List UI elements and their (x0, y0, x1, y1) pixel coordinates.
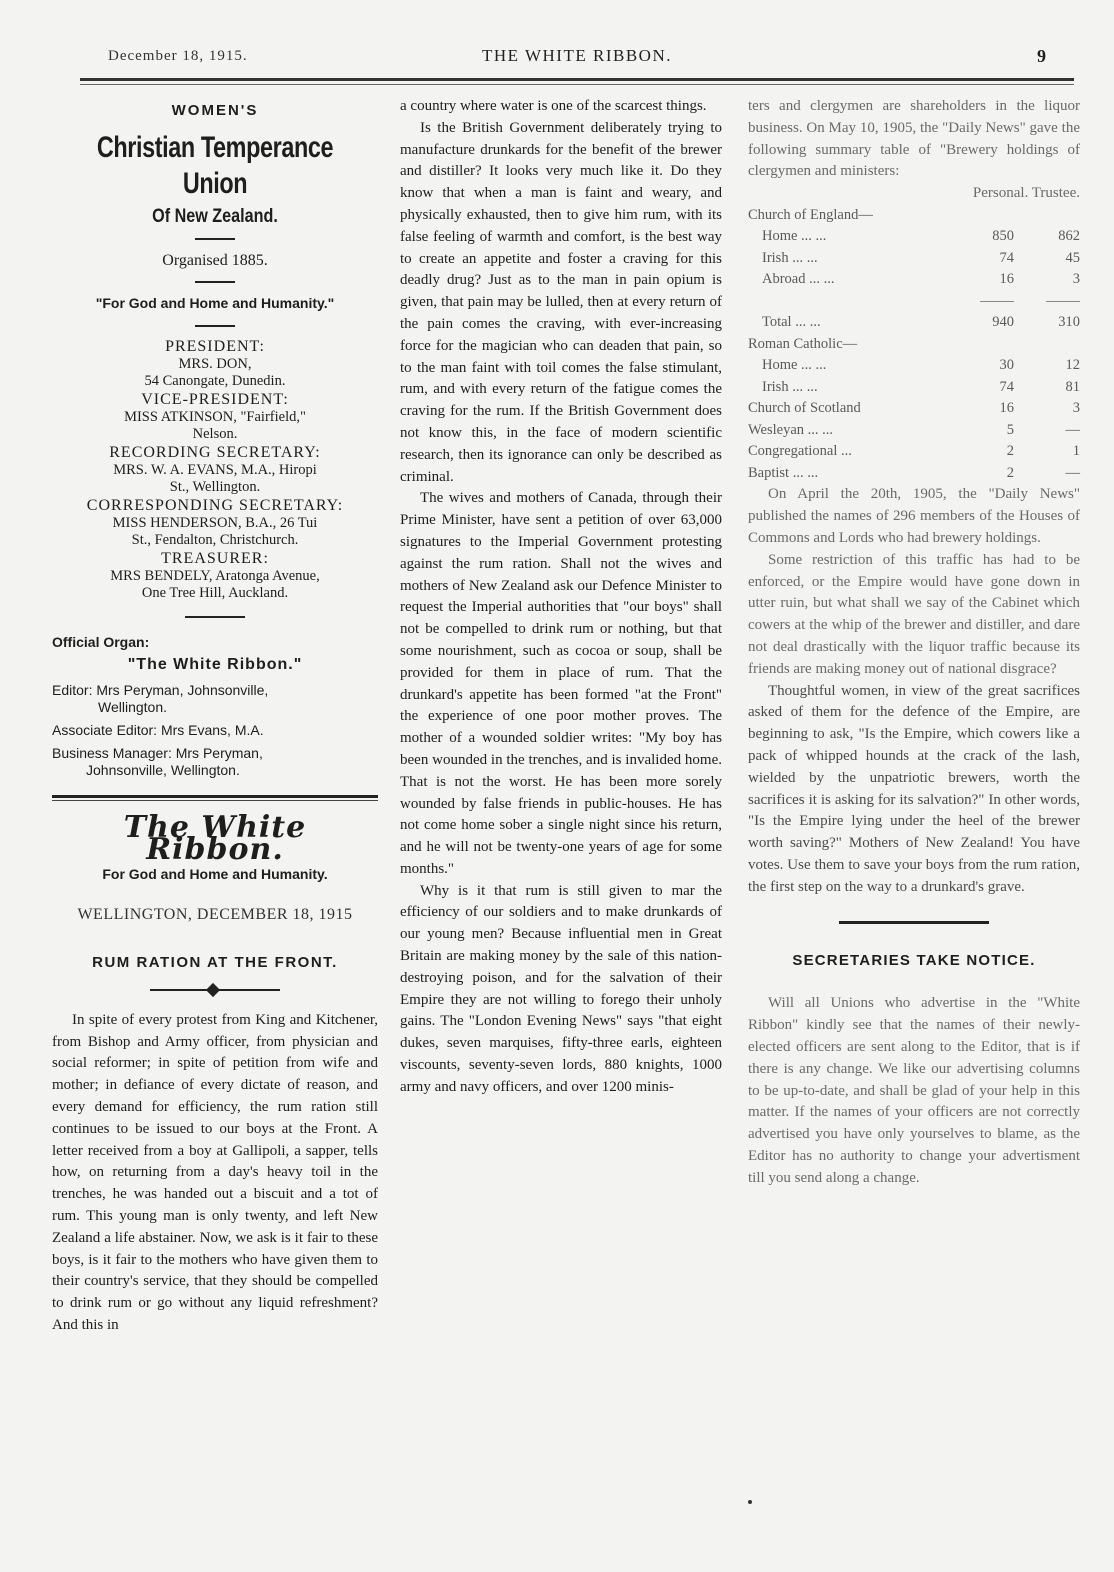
table-cell-label: Congregational ... (748, 443, 852, 460)
header-rule (80, 78, 1074, 81)
officer-corresponding-secretary (52, 496, 378, 549)
officer-treasurer (52, 549, 378, 602)
table-cell-personal: 74 (999, 249, 1014, 266)
table-cell-label: Roman Catholic— (748, 335, 858, 352)
column-1 (52, 96, 378, 1337)
table-cell-label: Irish ... ... (762, 249, 818, 266)
officer-vice-president (52, 390, 378, 443)
article-paragraph: Why is it that rum is still given to mar the efficiency of our soldiers and to make drunkards of our young men? Because influential men in Great Britain are making money by the sale of this nation-destroying poison, and for the salvation of their Empire they are not willing to forego their unholy gains. The "London Evening News" says "that eight dukes, seven marquises, fifty-three earls, eighteen viscounts, seventy-seven lords, 880 knights, 1000 army and navy officers, and over 1200 minis- (400, 882, 722, 1095)
table-cell-trustee (1014, 291, 1080, 313)
table-cell-trustee: 45 (1065, 249, 1080, 266)
divider (195, 238, 235, 240)
article-paragraph: Is the British Government deliberately trying to manufacture drunkards for the benefit of the brewer and distiller? It looks very much like it. Do they know that when a man is faint and weary, and physically exhausted, then to give him rum, with its false feeling of warmth and comfort, is the best way to create an appetite and foster a craving for this deadly drug? Just as to the man in pain opium is given, that pain may be lulled, then at every return of the pain comes the craving, with ever-increasing force for the magician who can deaden that pain, so to the man faint with toil comes the false stimulant, rum, and with every return of the fatigue comes the craving for the rum. If the British Government does not know this, in the face of modern scientific research, then its ignorance can only be described as criminal. (400, 119, 722, 485)
table-cell-personal (954, 205, 1014, 227)
table-cell-label: Wesleyan ... ... (748, 421, 834, 438)
official-organ-title: "The White Ribbon." (127, 655, 303, 673)
table-cell-trustee: — (1065, 421, 1080, 438)
table-row (748, 205, 1080, 227)
notice-paragraph: Will all Unions who advertise in the "White Ribbon" kindly see that the names of their newly-elected officers are sent along to the Editor, that is if there is any change. We like our advertising columns to be up-to-date, and shall be glad of your help in this matter. If the names of your officers are not correctly advertised you have only yourselves to blame, as the Editor has no authority to change your advertisment till you send along a change. (748, 995, 1080, 1186)
table-cell-personal: 2 (1006, 464, 1014, 481)
officer-president (52, 337, 378, 390)
table-row (748, 291, 1080, 313)
page-number: 9 (1037, 46, 1046, 66)
masthead-rule (52, 795, 378, 798)
official-organ-heading: Official Organ: (52, 634, 150, 651)
business-manager (52, 745, 378, 779)
officer-title: PRESIDENT: (165, 338, 265, 356)
table-cell-label: Home ... ... (762, 357, 827, 374)
table-row (748, 355, 1080, 377)
header-title: THE WHITE RIBBON. (482, 46, 672, 65)
table-row (748, 398, 1080, 420)
table-cell-personal: 5 (1006, 421, 1014, 438)
article-paragraph: Thoughtful women, in view of the great sacrifices asked of them for the defence of the Empire, are beginning to ask, "Is the Empire, which cowers like a pack of whipped hounds at the crack of the lash, wielded by the unpatriotic brewers, worth the sacrifices it is asking for its salvation?" In other words, "Is the Empire lying under the heel of the brewer worth saving?" Mothers of New Zealand! You have votes. Use them to save your boys from the rum ration, the first step on the way to a drunkard's grave. (748, 682, 1080, 895)
table-row (748, 248, 1080, 270)
table-cell-trustee: 862 (1058, 228, 1080, 245)
officer-line: One Tree Hill, Auckland. (141, 585, 289, 602)
dateline: WELLINGTON, DECEMBER 18, 1915 (77, 906, 353, 924)
divider (195, 281, 235, 283)
table-cell-personal: 30 (999, 357, 1014, 374)
organised-year: Organised 1885. (162, 251, 268, 269)
business-manager-address: Johnsonville, Wellington. (86, 761, 240, 778)
table-cell-label: Church of England— (748, 206, 873, 223)
wctu-women: WOMEN'S (171, 102, 259, 119)
officer-title: TREASURER: (161, 550, 269, 568)
officer-title: VICE-PRESIDENT: (141, 391, 289, 409)
wctu-motto: "For God and Home and Humanity." (95, 295, 335, 312)
table-row (748, 312, 1080, 334)
article-paragraph: Some restriction of this traffic has had to be enforced, or the Empire would have gone down in utter ruin, but what shall we say of the Cabinet which cowers at the whip of the brewer and distiller, and dare not deal drastically with the liquor traffic because its friends are making money out of national disgrace? (748, 551, 1080, 677)
article-paragraph: On April the 20th, 1905, the "Daily News" published the names of 296 members of the Houses of Commons and Lords who had brewery holdings. (748, 486, 1080, 547)
table-cell-trustee: 81 (1065, 378, 1080, 395)
masthead-title: The White Ribbon. (123, 809, 307, 867)
table-cell-personal: 16 (999, 400, 1014, 417)
masthead-rule-thin (52, 800, 378, 801)
officer-recording-secretary (52, 443, 378, 496)
section-rule (839, 921, 989, 924)
table-cell-trustee: 3 (1072, 400, 1080, 417)
editor-address: Wellington. (98, 698, 168, 715)
table-cell-trustee: 310 (1058, 314, 1080, 331)
associate-editor: Associate Editor: Mrs Evans, M.A. (52, 721, 264, 738)
table-cell-label: Home ... ... (762, 228, 827, 245)
header-rule-thin (80, 84, 1074, 85)
editor-line (52, 682, 378, 716)
business-manager-name: Business Manager: Mrs Peryman, (52, 744, 263, 761)
table-header: Personal. Trustee. (972, 185, 1080, 202)
article-paragraph: The wives and mothers of Canada, through their Prime Minister, have sent a petition of over 63,000 signatures to the Imperial Government protesting against the rum ration. Shall not the wives and mothers of New Zealand ask our Defence Minister to request the Imperial authorities that "our boys" shall not be compelled to drink rum or nothing, but that some nourishment, such as cocoa or soup, shall be provided for them in place of rum. That the drunkard's appetite has been formed "at the Front" the experience of one poor mother proves. The mother of a wounded soldier writes: "My boy has been wounded in the trenches, and is invalided home. That is not the worst. He has been more sorely wounded by false friends in public-houses. He has not come home sober a single night since his return, and he will not be twenty-one years of age for some months." (400, 490, 722, 877)
table-cell-personal: 2 (1006, 443, 1014, 460)
notice-title: SECRETARIES TAKE NOTICE. (792, 951, 1036, 969)
masthead-motto: For God and Home and Humanity. (102, 866, 328, 883)
article-paragraph: a country where water is one of the scarcest things. (400, 98, 707, 114)
table-row (748, 463, 1080, 485)
officer-line: MRS. DON, (178, 356, 252, 373)
article-paragraph: ters and clergymen are shareholders in the liquor business. On May 10, 1905, the "Daily News" gave the following summary table of "Brewery holdings of clergymen and ministers: (748, 98, 1080, 180)
table-cell-label: Total ... ... (762, 314, 821, 331)
editor-name: Editor: Mrs Peryman, Johnsonville, (52, 681, 269, 698)
table-cell-personal: 850 (992, 228, 1014, 245)
column-2 (400, 96, 722, 1099)
table-cell-personal (954, 291, 1014, 313)
table-cell-trustee: 12 (1065, 357, 1080, 374)
wctu-name: Christian Temperance Union (96, 130, 334, 200)
table-row (748, 334, 1080, 356)
stray-mark (748, 1500, 752, 1504)
table-cell-personal: 16 (999, 271, 1014, 288)
divider (195, 325, 235, 327)
officer-line: 54 Canongate, Dunedin. (144, 373, 286, 390)
officer-line: St., Fendalton, Christchurch. (131, 532, 299, 549)
table-cell-label (748, 291, 954, 313)
table-row (748, 420, 1080, 442)
wctu-nz: Of New Zealand. (152, 205, 278, 227)
table-cell-label: Church of Scotland (748, 400, 861, 417)
table-cell-label: Baptist ... ... (748, 464, 819, 481)
table-cell-trustee: 3 (1072, 271, 1080, 288)
article-paragraph: In spite of every protest from King and Kitchener, from Bishop and Army officer, from physician and social reformer; in spite of petition from wife and mother; in defiance of every dictate of reason, and every demand for efficiency, the rum ration still continues to be issued to our boys at the Front. A letter received from a boy at Gallipoli, a sapper, tells how, on returning from a day's heavy toil in the trenches, he was handed out a biscuit and a tot of rum. This young man is only twenty, and left New Zealand a life abstainer. Now, we ask is it fair to these boys, is it fair to the mothers who have given them to their country's service, that they should be compelled to drink rum or go without any liquid refreshment? And this in (52, 1011, 378, 1333)
article-title: RUM RATION AT THE FRONT. (92, 953, 338, 971)
officer-line: St., Wellington. (169, 479, 261, 496)
table-cell-trustee: — (1065, 464, 1080, 481)
table-cell-personal: 74 (999, 378, 1014, 395)
table-cell-trustee: 1 (1072, 443, 1080, 460)
table-row (748, 441, 1080, 463)
brewery-holdings-table (748, 205, 1080, 485)
officer-title: CORRESPONDING SECRETARY: (86, 497, 344, 515)
table-cell-personal (954, 334, 1014, 356)
ornament-rule (150, 984, 280, 996)
header-date: December 18, 1915. (108, 48, 248, 64)
table-cell-personal: 940 (992, 314, 1014, 331)
officer-line: MISS HENDERSON, B.A., 26 Tui (112, 515, 318, 532)
officer-line: MRS BENDELY, Aratonga Avenue, (110, 568, 320, 585)
column-3 (748, 96, 1080, 1190)
table-row (748, 269, 1080, 291)
table-cell-trustee (1014, 334, 1080, 356)
officer-line: Nelson. (192, 426, 238, 443)
officer-line: MRS. W. A. EVANS, M.A., Hiropi (113, 462, 317, 479)
table-cell-trustee (1014, 205, 1080, 227)
table-cell-label: Abroad ... ... (762, 271, 835, 288)
table-row (748, 377, 1080, 399)
divider (185, 616, 245, 618)
table-cell-label: Irish ... ... (762, 378, 818, 395)
officer-line: MISS ATKINSON, "Fairfield," (124, 409, 306, 426)
table-row (748, 226, 1080, 248)
officer-title: RECORDING SECRETARY: (109, 444, 321, 462)
page-header (80, 44, 1074, 74)
